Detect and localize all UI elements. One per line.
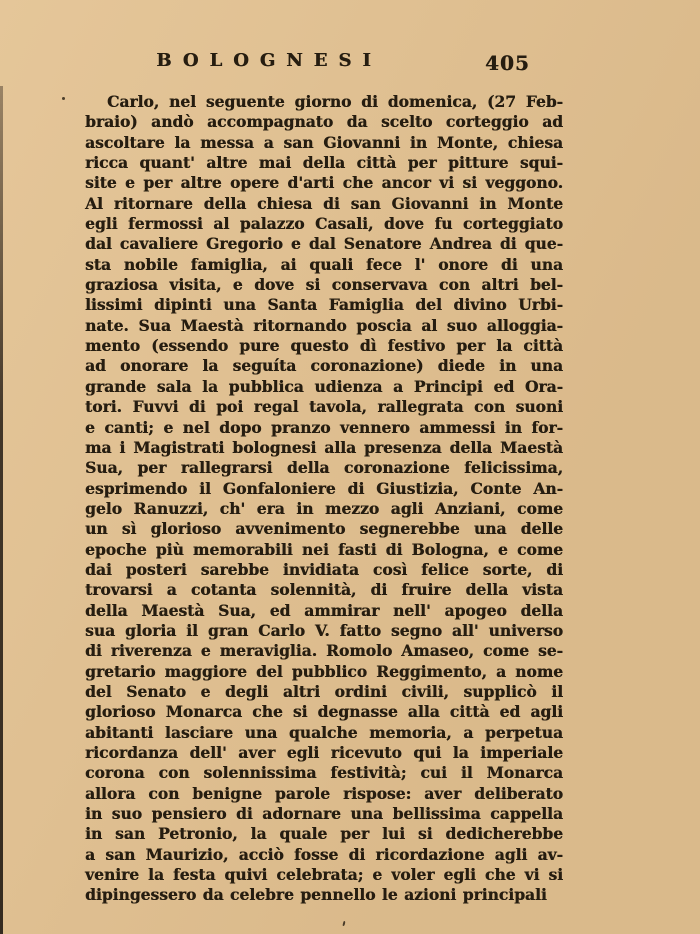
text-line: abitanti lasciare una qualche memoria, a perpetua: [85, 722, 563, 742]
binding-shadow: [0, 86, 3, 934]
text-line: graziosa visita, e dove si conservava con altri bel-: [85, 275, 563, 295]
text-line: del Senato e degli altri ordini civili, supplicò il: [85, 681, 563, 701]
text-line: ascoltare la messa a san Giovanni in Monte, chiesa: [85, 132, 563, 152]
text-line: ad onorare la seguíta coronazione) diede in una: [85, 356, 563, 376]
text-line: gretario maggiore del pubblico Reggimento, a nome: [85, 661, 563, 681]
page-header: [85, 50, 563, 78]
text-line: in san Petronio, la quale per lui si dedicherebbe: [85, 824, 563, 844]
text-line: ma i Magistrati bolognesi alla presenza della Maestà: [85, 437, 563, 457]
text-line: sua gloria il gran Carlo V. fatto segno all' universo: [85, 620, 563, 640]
text-line: mento (essendo pure questo dì festivo per la città: [85, 336, 563, 356]
page-number: 405: [485, 51, 530, 75]
text-line: Carlo, nel seguente giorno di domenica, (27 Feb-: [107, 92, 563, 111]
text-line: dal cavaliere Gregorio e dal Senatore Andrea di que-: [85, 234, 563, 254]
ink-speck: [342, 921, 345, 926]
text-line: grande sala la pubblica udienza a Principi ed Ora-: [85, 376, 563, 396]
text-line: ricca quant' altre mai della città per pitture squi-: [85, 153, 563, 173]
ink-speck: [62, 97, 65, 100]
text-line: a san Maurizio, acciò fosse di ricordazione agli av-: [85, 844, 563, 864]
text-line: Al ritornare della chiesa di san Giovanni in Monte: [85, 193, 563, 213]
text-line: braio) andò accompagnato da scelto corteggio ad: [85, 112, 563, 132]
running-title: BOLOGNESI: [156, 50, 382, 71]
text-line: venire la festa quivi celebrata; e voler egli che vi si: [85, 865, 563, 885]
text-line: un sì glorioso avvenimento segnerebbe una delle: [85, 519, 563, 539]
text-line: egli fermossi al palazzo Casali, dove fu corteggiato: [85, 214, 563, 234]
text-line: sta nobile famiglia, ai quali fece l' onore di una: [85, 254, 563, 274]
text-line: trovarsi a cotanta solennità, di fruire della vista: [85, 580, 563, 600]
text-line: lissimi dipinti una Santa Famiglia del divino Urbi-: [85, 295, 563, 315]
text-line: della Maestà Sua, ed ammirar nell' apogeo della: [85, 600, 563, 620]
text-line: dai posteri sarebbe invidiata così felice sorte, di: [85, 559, 563, 579]
text-line: e canti; e nel dopo pranzo vennero ammessi in for-: [85, 417, 563, 437]
text-line: gelo Ranuzzi, ch' era in mezzo agli Anziani, come: [85, 498, 563, 518]
text-line: nate. Sua Maestà ritornando poscia al suo alloggia-: [85, 315, 563, 335]
text-line: glorioso Monarca che si degnasse alla città ed agli: [85, 702, 563, 722]
text-line: tori. Fuvvi di poi regal tavola, rallegrata con suoni: [85, 397, 563, 417]
page-body: [85, 92, 563, 906]
text-line: di riverenza e meraviglia. Romolo Amaseo, come se-: [85, 641, 563, 661]
text-line: in suo pensiero di adornare una bellissima cappella: [85, 804, 563, 824]
text-line: corona con solennissima festività; cui il Monarca: [85, 763, 563, 783]
text-line: ricordanza dell' aver egli ricevuto qui la imperiale: [85, 743, 563, 762]
text-line: allora con benigne parole rispose: aver deliberato: [85, 783, 563, 803]
text-line: epoche più memorabili nei fasti di Bologna, e come: [85, 539, 563, 559]
text-line: dipingessero da celebre pennello le azioni principali: [85, 885, 547, 905]
text-line: site e per altre opere d'arti che ancor vi si veggono.: [85, 173, 563, 193]
text-line: Sua, per rallegrarsi della coronazione felicissima,: [85, 458, 563, 478]
text-line: esprimendo il Gonfaloniere di Giustizia, Conte An-: [85, 478, 563, 498]
